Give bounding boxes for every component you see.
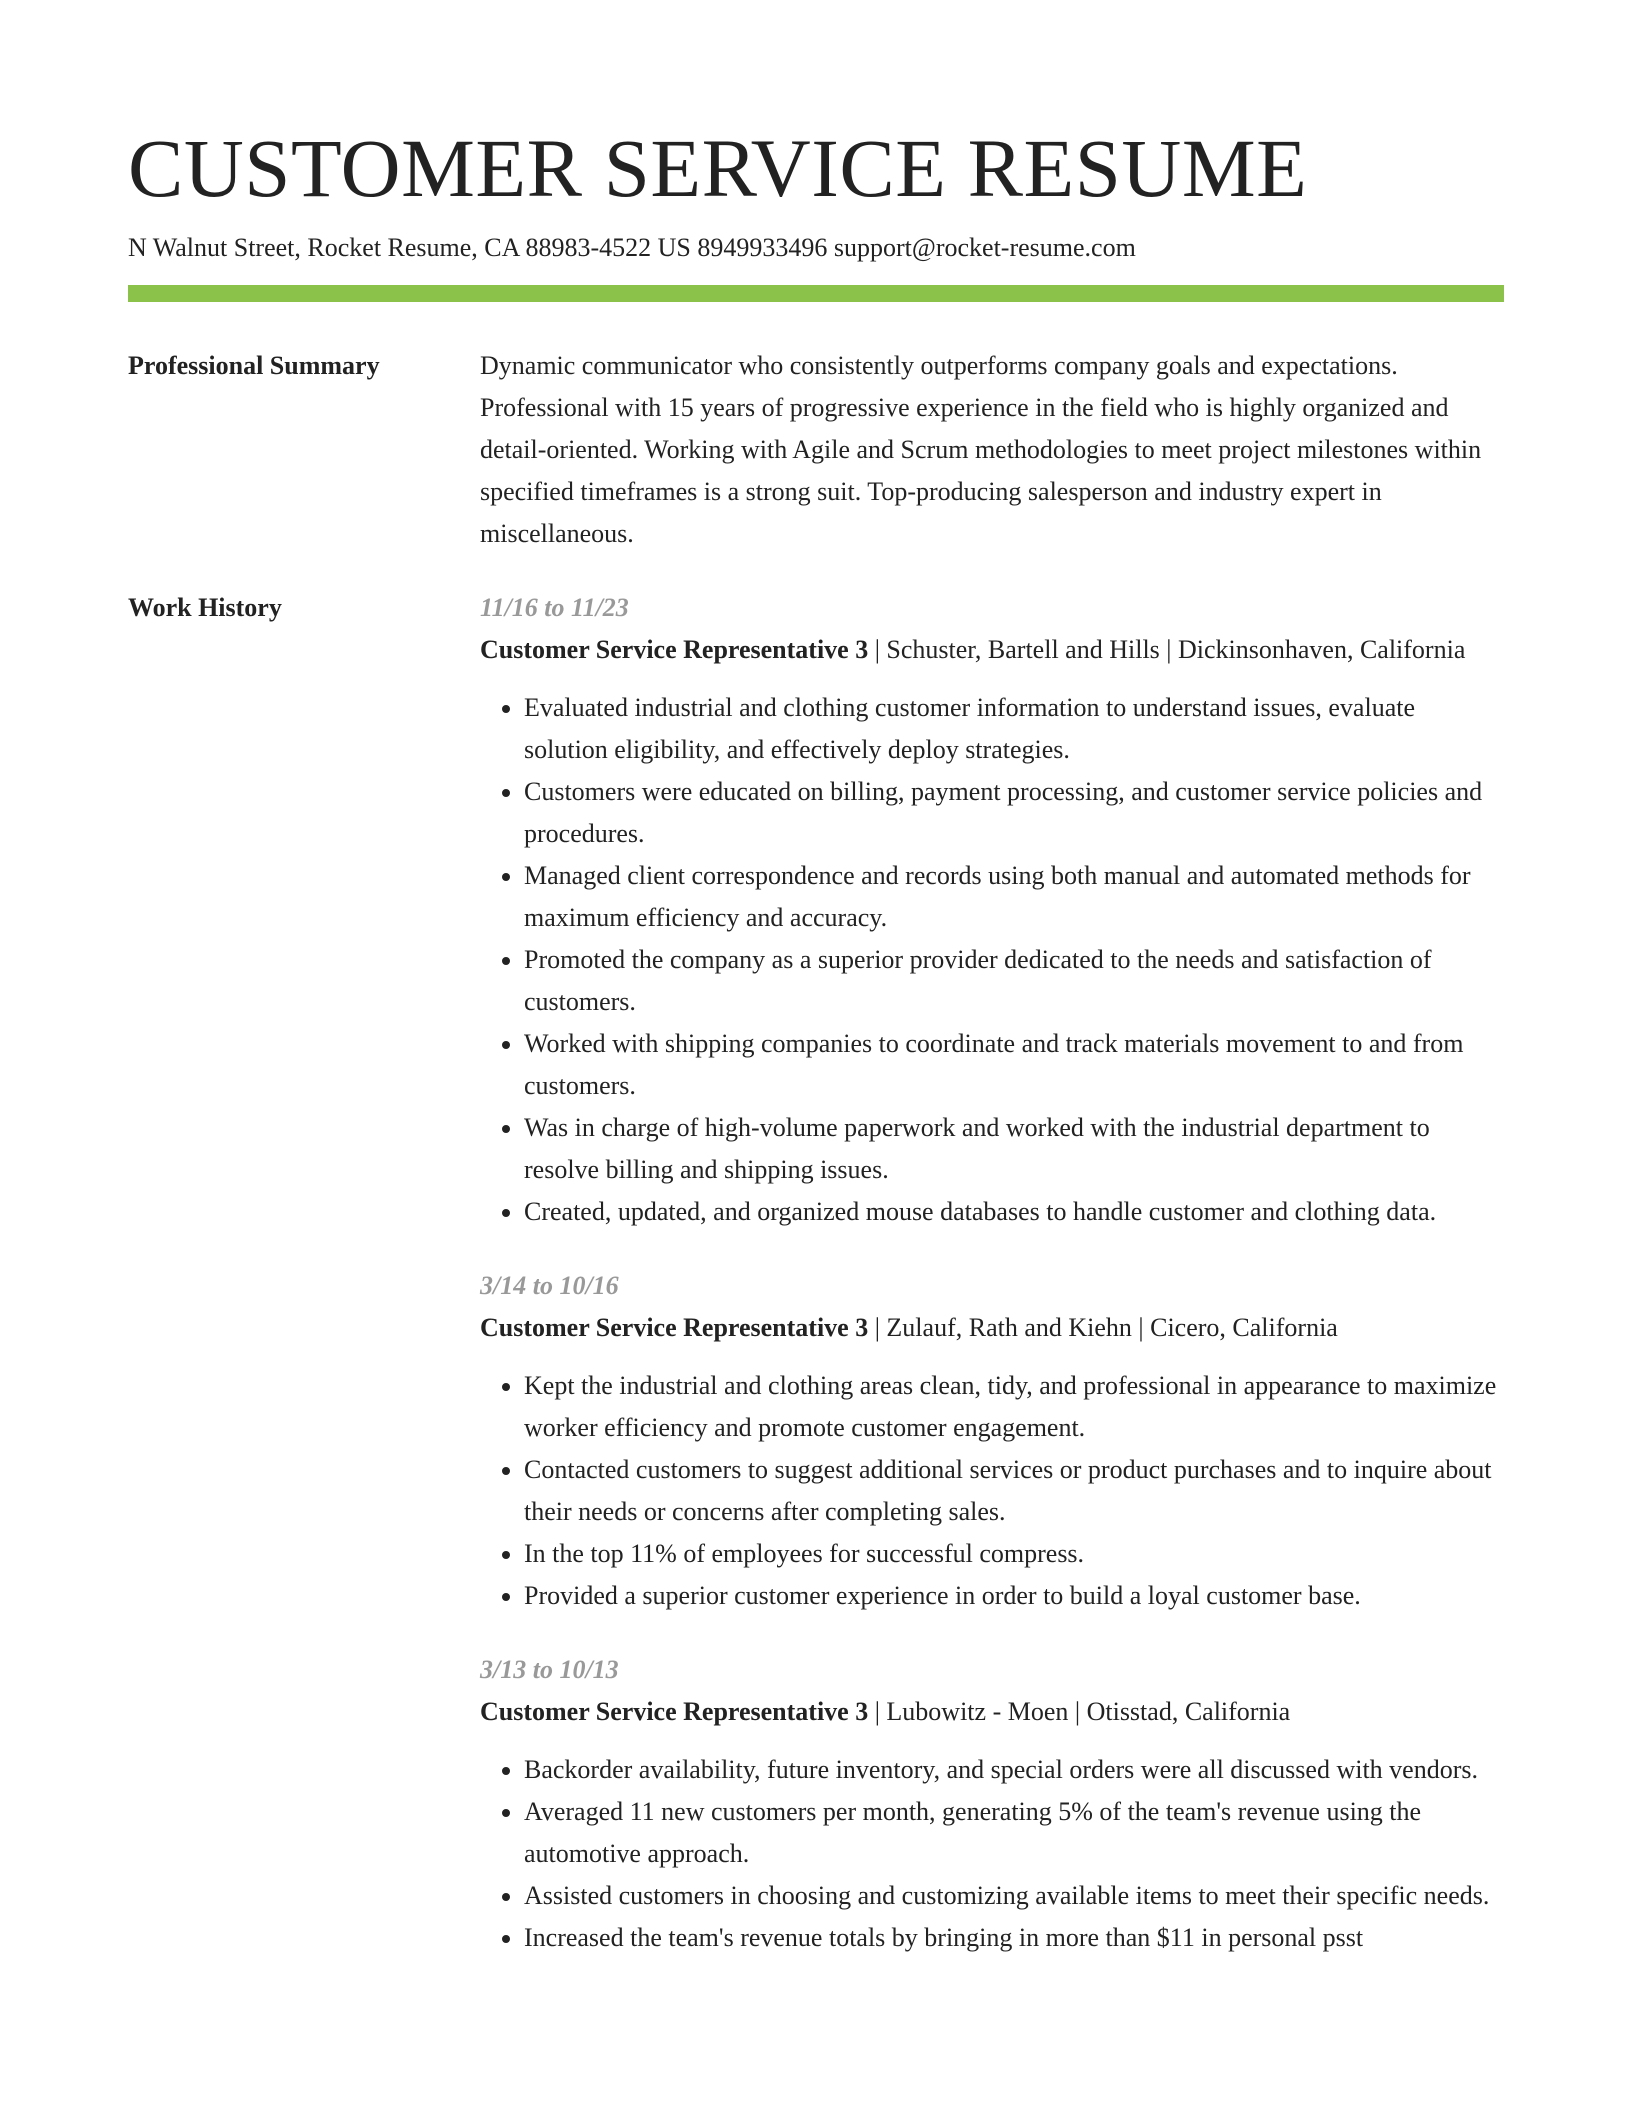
- job-bullets: [480, 1365, 1504, 1617]
- job-bullet: • Backorder availability, future inventory, and special orders were all discussed with vendors.: [524, 1749, 1504, 1791]
- header-divider: [128, 285, 1504, 302]
- summary-text: Dynamic communicator who consistently outperforms company goals and expectations. Professional with 15 years of progressive experience in the field who is highly organized and detail-oriented. Working with Agile and Scrum methodologies to meet project milestones within specified timeframes is a strong suit. Top-producing salesperson and industry expert in miscellaneous.: [480, 351, 1482, 548]
- work-history-body: [480, 587, 1504, 1991]
- resume-title: CUSTOMER SERVICE RESUME: [128, 122, 1308, 214]
- summary-body: [480, 345, 1504, 555]
- job-title: Customer Service Representative 3: [480, 1697, 869, 1726]
- job-bullet: • Managed client correspondence and records using both manual and automated methods for maximum efficiency and accuracy.: [524, 855, 1504, 939]
- job-entry: [480, 1265, 1504, 1617]
- job-title: Customer Service Representative 3: [480, 635, 869, 664]
- job-entry: [480, 587, 1504, 1233]
- job-title: Customer Service Representative 3: [480, 1313, 869, 1342]
- section-label-professional-summary: Professional Summary: [128, 351, 380, 380]
- job-dates: 3/13 to 10/13: [480, 1655, 619, 1684]
- job-bullet: • Created, updated, and organized mouse databases to handle customer and clothing data.: [524, 1191, 1504, 1233]
- job-employer-location: | Schuster, Bartell and Hills | Dickinsonhaven, California: [868, 635, 1466, 664]
- job-dates: 11/16 to 11/23: [480, 593, 629, 622]
- section-label-work-history: Work History: [128, 593, 282, 622]
- job-bullet: • Was in charge of high-volume paperwork and worked with the industrial department to resolve billing and shipping issues.: [524, 1107, 1504, 1191]
- contact-line: N Walnut Street, Rocket Resume, CA 88983-4522 US 8949933496 support@rocket-resume.com: [128, 233, 1136, 262]
- job-heading: [480, 1691, 1504, 1733]
- job-employer-location: | Zulauf, Rath and Kiehn | Cicero, California: [868, 1313, 1338, 1342]
- job-bullet: • Evaluated industrial and clothing customer information to understand issues, evaluate solution eligibility, and effectively deploy strategies.: [524, 687, 1504, 771]
- job-bullet: • Assisted customers in choosing and customizing available items to meet their specific needs.: [524, 1875, 1504, 1917]
- job-bullet: • Contacted customers to suggest additional services or product purchases and to inquire about their needs or concerns after completing sales.: [524, 1449, 1504, 1533]
- job-bullet: • Kept the industrial and clothing areas clean, tidy, and professional in appearance to maximize worker efficiency and promote customer engagement.: [524, 1365, 1504, 1449]
- job-entry: [480, 1649, 1504, 1959]
- job-employer-location: | Lubowitz - Moen | Otisstad, California: [868, 1697, 1291, 1726]
- job-bullet: • Promoted the company as a superior provider dedicated to the needs and satisfaction of customers.: [524, 939, 1504, 1023]
- job-bullet: • Averaged 11 new customers per month, generating 5% of the team's revenue using the automotive approach.: [524, 1791, 1504, 1875]
- job-heading: [480, 629, 1504, 671]
- job-bullet: • Provided a superior customer experience in order to build a loyal customer base.: [524, 1575, 1504, 1617]
- job-heading: [480, 1307, 1504, 1349]
- job-bullets: [480, 1749, 1504, 1959]
- job-bullet: • Increased the team's revenue totals by bringing in more than $11 in personal psst: [524, 1917, 1504, 1959]
- job-bullet: • In the top 11% of employees for successful compress.: [524, 1533, 1504, 1575]
- job-bullet: • Worked with shipping companies to coordinate and track materials movement to and from customers.: [524, 1023, 1504, 1107]
- job-bullet: • Customers were educated on billing, payment processing, and customer service policies and procedures.: [524, 771, 1504, 855]
- job-dates: 3/14 to 10/16: [480, 1271, 619, 1300]
- job-bullets: [480, 687, 1504, 1233]
